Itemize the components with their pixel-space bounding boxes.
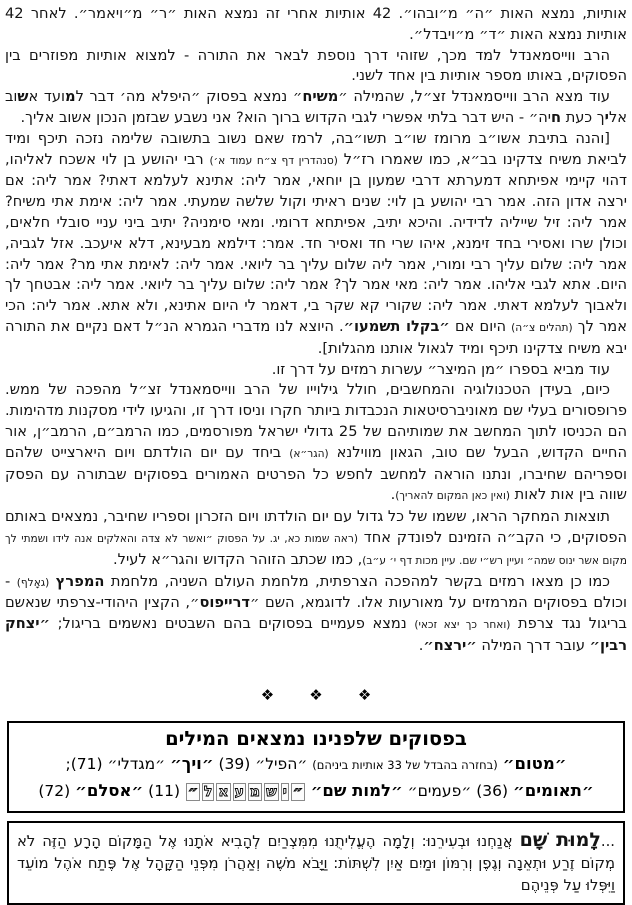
mashiach-pasuk-paragraph: עוד מצא הרב ווייסמאנדל זצ״ל, שהמילה ״משיח״ נמצא בפסוק ״היפלא מה׳ דבר למועד אשוב אליך כעת חיה״ - היש דבר בלתי אפשרי לגבי הקדוש ברוך הוא? אני נשבע שבזמן הנכון אשוב אליך.	[5, 88, 627, 126]
found-words-line-2: ״תאומים״ (36) ״פעמים״ ״למות שם״ ״ישמעאל״ (11) ״אסלם״ (72)	[38, 780, 594, 800]
historical-hints-paragraph: כמו כן מצאו רמזים בקשר למהפכה הצרפתית, מלחמת העולם השניה, מלחמת המפרץ (גאָלף) - וכולם בפסוקים המרמזים על מאורעות אלו. לדוגמא, השם ״דרייפוס״, הקצין היהודי-צרפתי שנאשם בריגול נגד צרפת (ואחר כך יצא זכאי) נמצא פעמיים בפסוקים בהם השבטים נאשמים בריגול; ״יצחק רבין״ עובר דרך המילה ״ירצח״.	[5, 572, 627, 654]
found-words-line-1: ״מטום״ (בחזרה בהבדל של 33 אותיות ביניהם) ״הפיל״ (39) ״ויך״ ״מגדלי״ (71);	[65, 753, 567, 773]
diamond-ornament-icon: ❖	[309, 685, 323, 704]
diamond-ornament-icon: ❖	[357, 685, 372, 704]
min-hameitzar-paragraph: עוד מביא בספרו ״מן המיצר״ עשרות רמזים על דרך זו.	[271, 360, 610, 378]
found-words-title: בפסוקים שלפנינו נמצאים המילים	[165, 726, 467, 750]
found-words-box	[7, 721, 625, 813]
verse-box	[7, 821, 625, 905]
research-results-paragraph: תוצאות המחקר הראו, ששמו של כל גדול עם יום הולדתו ויום הזכרון וספריו שחיבר, נמצאים באותם הפסוקים, כי הקב״ה הזמינם לפונדק אחד (ראה שמות כא, יג. על הפסוק ״ואשר לא צדה והאלקים אנה לידו ושמתי לך מקום אשר ינוס שמה״ ועיין רש״י שם. עיין מכות דף י׳ ע״ב), כמו שכתב הזוהר הקדוש והגר״א לעיל.	[5, 508, 627, 568]
weissmandl-method-paragraph: הרב ווייסמאנדל למד מכך, שזוהי דרך נוספת לבאר את התורה - למצוא אותיות מפוזרים בין הפסוקים, באותו מספר אותיות בין אחד לשני.	[5, 46, 627, 85]
intro-continuation-paragraph: אותיות, נמצא האות ״ה״ מ״ובהו״. 42 אותיות אחרי זה נמצא האות ״ר״ מ״ויאמר״. לאחר 42 אותיות נמצא האות ״ד״ מ״ויבדל״.	[5, 5, 627, 43]
technology-research-paragraph: כיום, בעידן הטכנולוגיה והמחשבים, חולל גילוייו של הרב ווייסמאנדל זצ״ל מהפכה של ממש. פרופסורים בעלי שם מאוניברסיטאות הנכבדות ביותר חקרו וניסו דרך זו, והגיעו לידי מסקנות מדהימות. הם הכניסו לתוך המחשב את שמותיהם של 25 גדולי ישראל מפורסמים, כמו הרמב״ם, הרמב״ן, אור החיים הקדוש, הבעל שם טוב, הגאון מווילנא (הגר״א) ביחד עם יום הולדתם ויום היארצייט שלהם וספריהם שחיברו, ונתנו הוראה למחשב לחפש כל הפרטים האמורים בפסוקים שבתורה עם הפסק שווה בין אות לאות (ואין כאן המקום להאריך).	[5, 381, 627, 504]
gemara-sanhedrin-paragraph: [והנה בתיבת אשו״ב מרומז שו״ב תשו״בה, לרמז שאם נשוב בתשובה שלימה נזכה תיכף ומיד לביאת משיח צדקינו בב״א, כמו שאמרו רז״ל (סנהדרין דף צ״ח עמוד א׳) רבי יהושע בן לוי אשכח לאליהו, דהוי קיימי אפיתחא דמערתא דרבי שמעון בן יוחאי, אמר ליה: אתינא לעלמא דאתי? אמר ליה: אם ירצה אדון הזה. אמר רבי יהושע בן לוי: שנים ראיתי וקול שלשה שמעתי. אמר ליה: אימת אתי משיח? אמר ליה: זיל שייליה לדידיה. והיכא יתיב, אפיתחא דרומי. ומאי סימניה? יתיב ביני עניי סובלי חלאים, וכולן שרו ואסירי בחד זימנא, איהו שרי חד ואסיר חד. אמר: דילמא מבעינא, דלא איעכב. אזל לגביה, אמר ליה: שלום עליך רבי ומורי, אמר ליה שלום עליך בר ליואי. אמר ליה: לאימת אתי מר? אמר ליה: היום. אתא לגבי אליהו. אמר ליה: מאי אמר לך? אמר ליה: שלום עליך בר ליואי. אמר ליה: אבטחך לך ולאבוך לעלמא דאתי. אמר ליה: שקורי קא שקר בי, דאמר לי היום אתינא, ולא אתא. אמר ליה: הכי אמר לך (תהלים צ״ה) היום אם ״בקלו תשמעו״. היוצא לנו מדברי הגמרא הנ״ל דאם נקיים את התורה יבא משיח צדקינו תיכף ומיד לגאול אותנו מהגלות].	[5, 129, 627, 357]
verse-text: ...לָמוּת שָׁם אֲנַחְנוּ וּבְעִירֵנוּ: וְלָמָה הֶעֱלִיתֻנוּ מִמִּצְרַיִם לְהָבִיא אֹתָנוּ אֶל הַמָּקוֹם הָרָע הַזֶּה לֹא מְקוֹם זֶרַע וּתְאֵנָה וְגֶפֶן וְרִמּוֹן וּמַיִם אַיִן לִשְׁתּוֹת: וַיָּבֹא מֹשֶׁה וְאַהֲרֹן מִפְּנֵי הַקָּהָל אֶל פֶּתַח אֹהֶל מוֹעֵד וַיִּפְּלוּ עַל פְּנֵיהֶם	[17, 828, 616, 894]
section-divider	[5, 685, 627, 705]
diamond-ornament-icon: ❖	[260, 685, 275, 704]
